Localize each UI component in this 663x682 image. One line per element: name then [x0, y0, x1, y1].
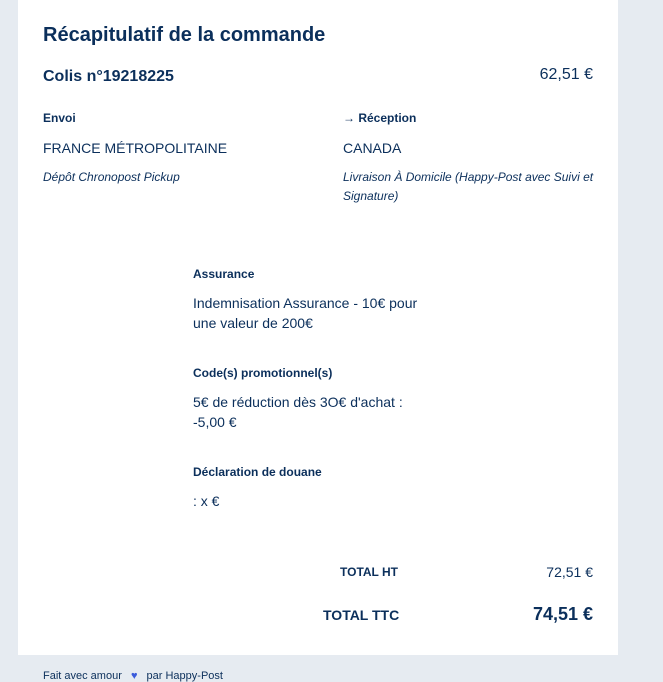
footer-text-before: Fait avec amour	[43, 670, 122, 682]
total-ttc-label: TOTAL TTC	[323, 607, 400, 623]
parcel-row	[43, 66, 593, 88]
customs-value: : x €	[193, 493, 220, 509]
customs-label: Déclaration de douane	[193, 465, 322, 479]
order-summary-card	[18, 0, 618, 655]
shipping-from-country: FRANCE MÉTROPOLITAINE	[43, 140, 228, 156]
page-gutter	[618, 0, 663, 655]
insurance-value: Indemnisation Assurance - 10€ pour une valeur de 200€	[193, 295, 418, 331]
footer-text-after: par Happy-Post	[146, 670, 223, 682]
promo-value: 5€ de réduction dès 3O€ d'achat : -5,00 €	[193, 394, 403, 430]
total-ttc-value: 74,51 €	[532, 604, 593, 624]
promo-label: Code(s) promotionnel(s)	[193, 366, 333, 380]
shipping-from-label: Envoi	[43, 111, 76, 125]
footer	[43, 670, 223, 682]
parcel-price: 62,51 €	[539, 66, 593, 83]
shipping-to-country: CANADA	[343, 140, 402, 156]
total-ht-label: TOTAL HT	[340, 565, 398, 579]
heart-icon: ♥	[130, 670, 138, 682]
insurance-label: Assurance	[193, 267, 255, 281]
shipping-to-label: → Réception	[343, 111, 417, 125]
parcel-number: Colis n°19218225	[43, 68, 174, 85]
total-ht-value: 72,51 €	[546, 564, 593, 580]
shipping-to-service: Livraison À Domicile (Happy-Post avec Suivi et Signature)	[343, 170, 594, 203]
summary-title: Récapitulatif de la commande	[43, 24, 326, 46]
shipping-from-service: Dépôt Chronopost Pickup	[43, 170, 180, 184]
